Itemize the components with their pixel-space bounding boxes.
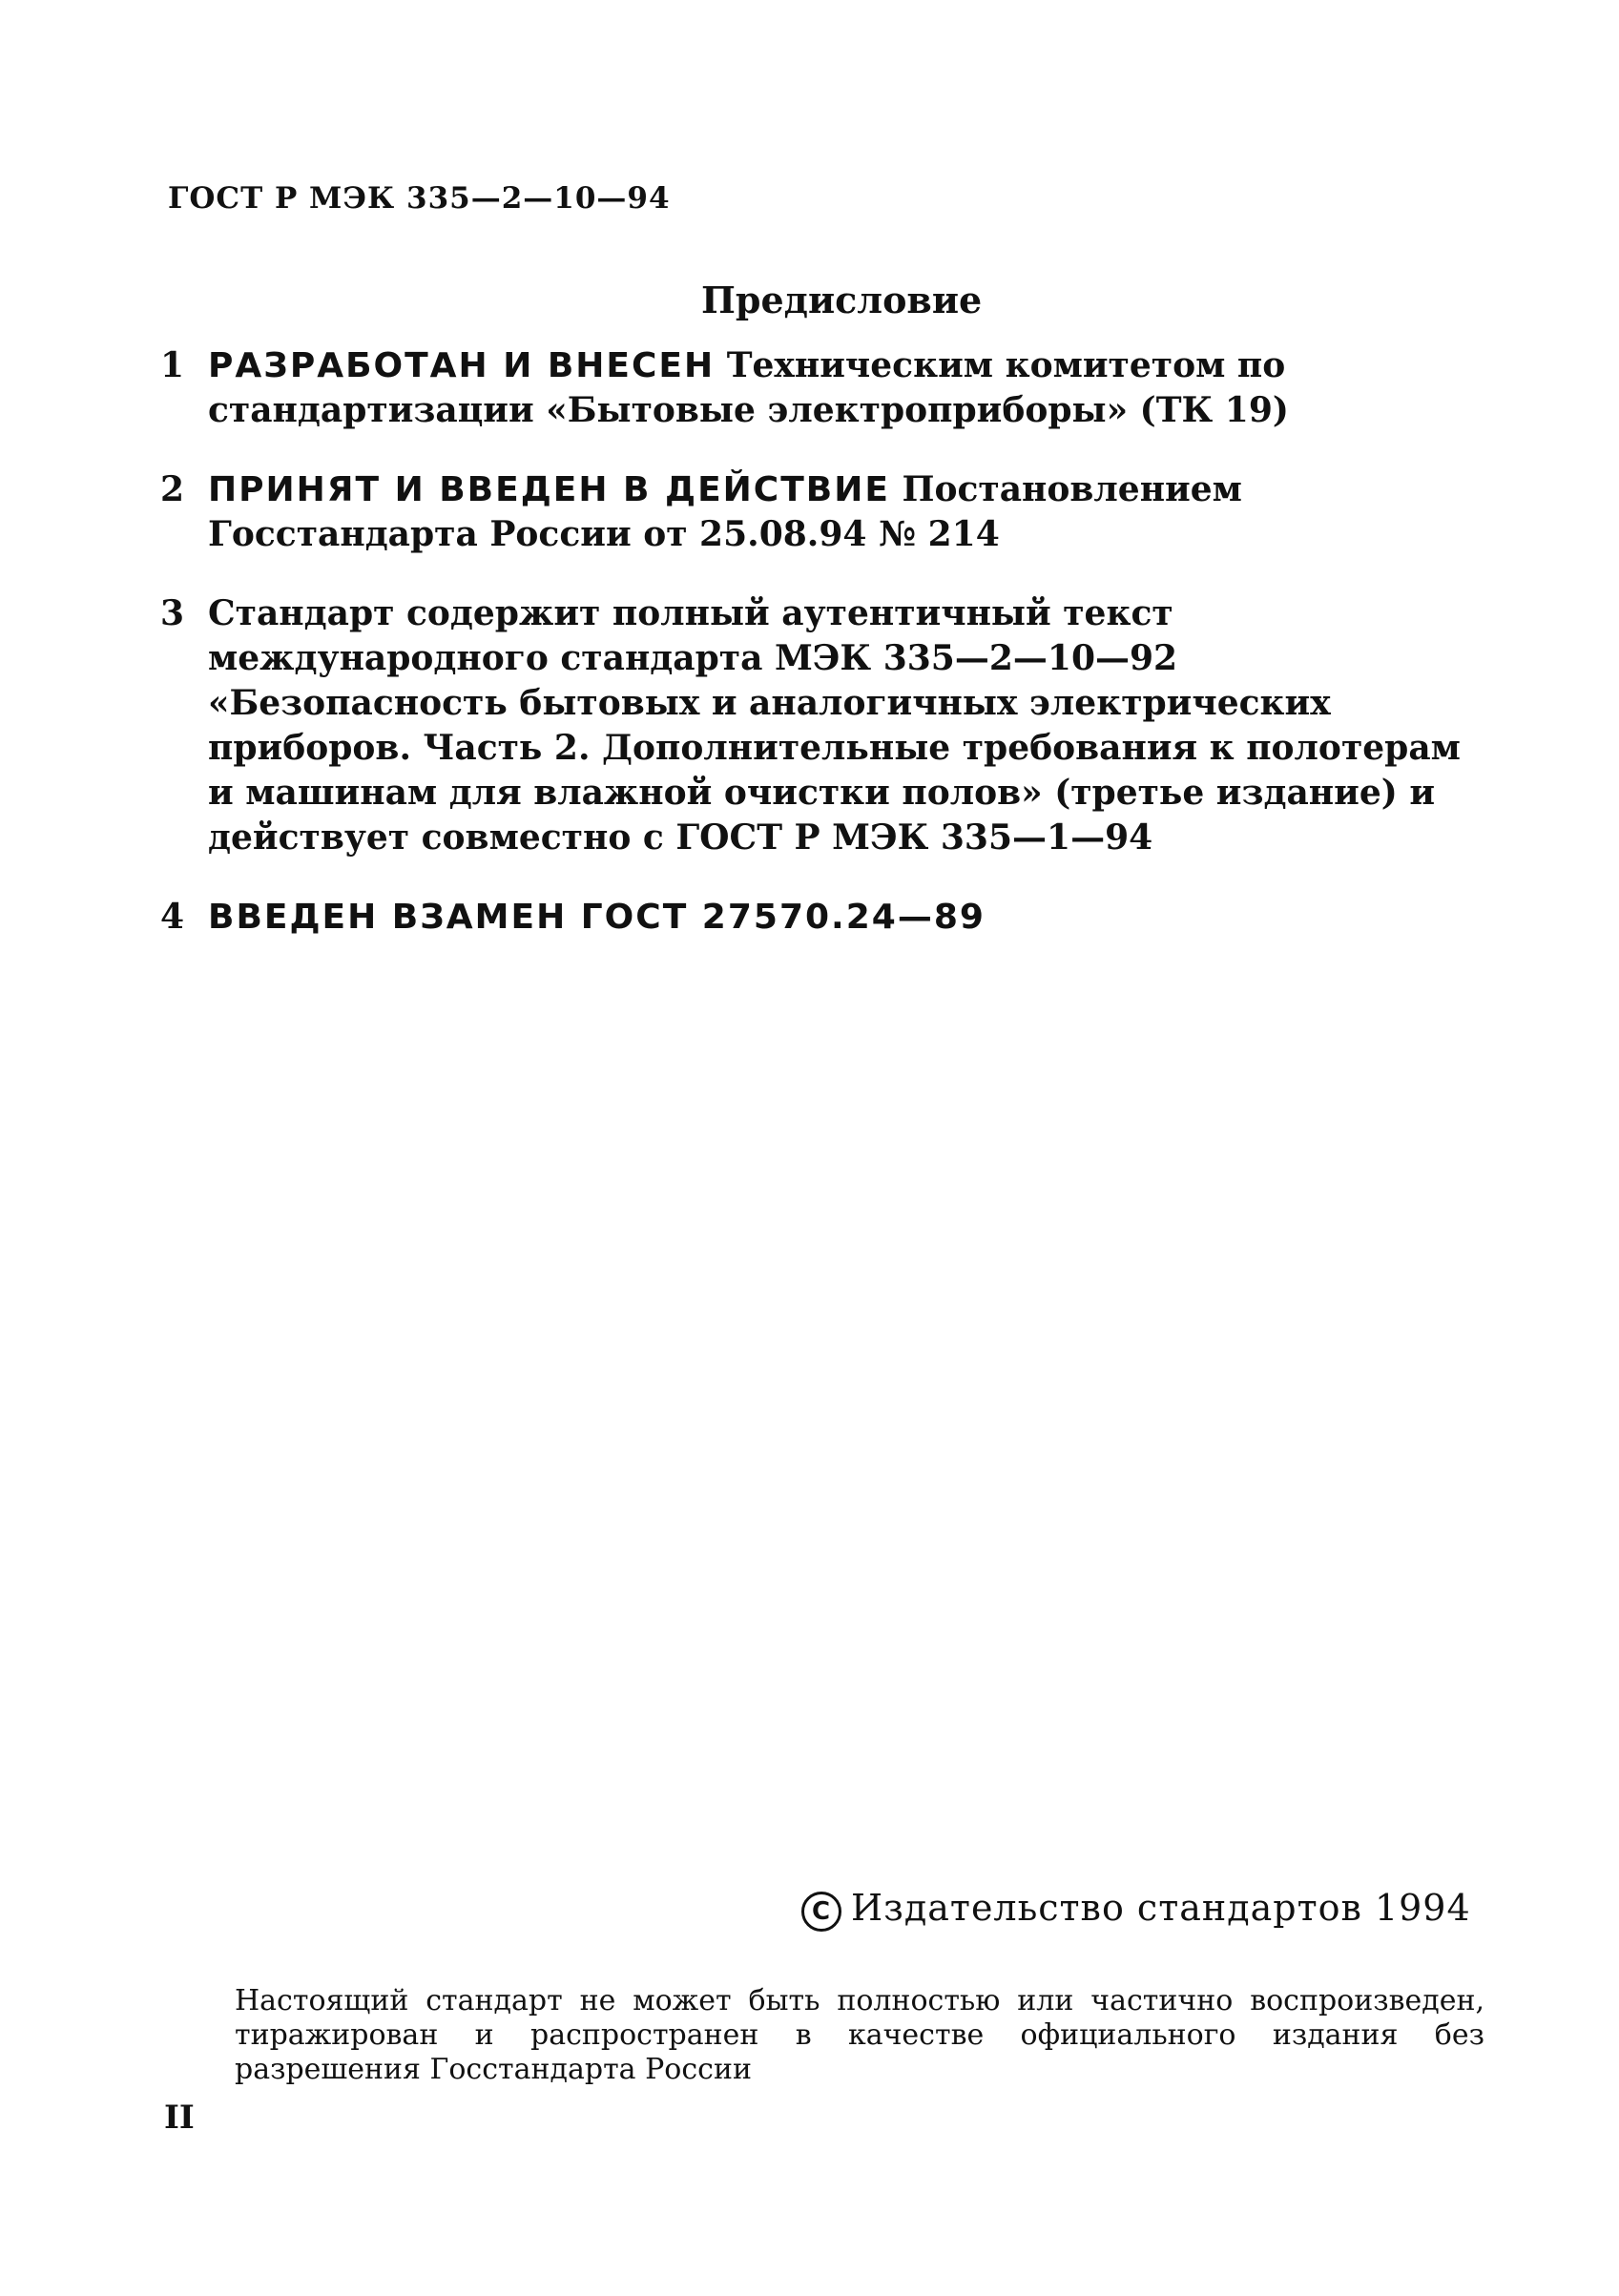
- preface-title: Предисловие: [701, 279, 983, 321]
- preface-item-1: [160, 343, 1486, 433]
- item-body: [208, 467, 1486, 557]
- item-lead: ПРИНЯТ И ВВЕДЕН В ДЕЙСТВИЕ: [208, 470, 890, 509]
- copyright-text: Издательство стандартов 1994: [851, 1887, 1471, 1929]
- item-lead: РАЗРАБОТАН И ВНЕСЕН: [208, 346, 716, 385]
- reproduction-notice: Настоящий стандарт не может быть полностью или частично воспроизведен, тиражирован и распространен в качестве официального издания без разрешения Госстандарта России: [235, 1984, 1484, 2086]
- preface-item-3: [160, 591, 1486, 860]
- item-number: 3: [160, 593, 185, 633]
- item-body: [208, 591, 1486, 860]
- item-number: 2: [160, 469, 185, 509]
- item-text: Техническим комитетом по стандартизации «Бытовые электроприборы» (ТК 19): [208, 345, 1289, 430]
- item-text: Стандарт содержит полный аутентичный текст международного стандарта МЭК 335—2—10—92 «Безопасность бытовых и аналогичных электрических приборов. Часть 2. Дополнительные требования к полотерам и машинам для влажной очистки полов» (третье издание) и действует совместно с ГОСТ Р МЭК 335—1—94: [208, 593, 1461, 858]
- standard-id-header: ГОСТ Р МЭК 335—2—10—94: [168, 181, 671, 216]
- item-number: 4: [160, 897, 185, 937]
- item-text: Постановлением Госстандарта России от 25.08.94 № 214: [208, 469, 1242, 554]
- preface-item-2: [160, 467, 1486, 557]
- item-lead: ВВЕДЕН ВЗАМЕН ГОСТ 27570.24—89: [208, 898, 986, 937]
- copyright-line: [801, 1887, 1471, 1932]
- page-number: II: [164, 2099, 195, 2137]
- preface-list: [160, 343, 1486, 974]
- copyright-icon: C: [801, 1892, 841, 1932]
- item-body: [208, 343, 1486, 433]
- preface-item-4: [160, 895, 1486, 940]
- item-number: 1: [160, 345, 185, 385]
- item-body: [208, 895, 1486, 940]
